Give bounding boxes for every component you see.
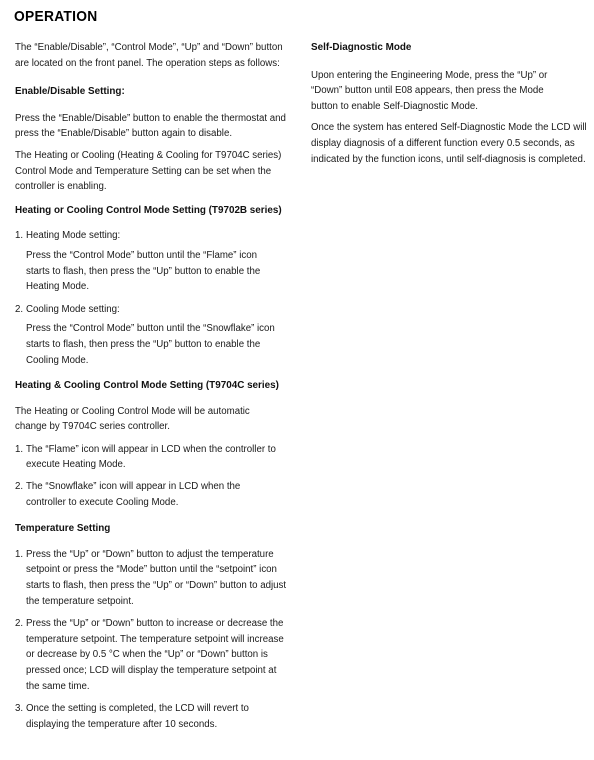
list-item xyxy=(15,479,305,510)
list-number: 1. xyxy=(15,443,24,455)
heating-and-cooling-heading: Heating & Cooling Control Mode Setting (T9704C series) xyxy=(15,380,279,392)
list-detail: Press the “Control Mode” button until the “Flame” icon starts to flash, then press the “Up” button to enable the Heating Mode. xyxy=(26,249,261,293)
list-text: The “Flame” icon will appear in LCD when the controller to execute Heating Mode. xyxy=(26,443,276,471)
list-number: 1. xyxy=(15,548,24,560)
heating-or-cooling-heading: Heating or Cooling Control Mode Setting (T9702B series) xyxy=(15,204,282,216)
self-diagnostic-paragraph-2: Once the system has entered Self-Diagnostic Mode the LCD will display diagnosis of a different function every 0.5 seconds, as indicated by the function icons, until self-diagnosis is completed. xyxy=(311,122,587,165)
enable-paragraph-1: Press the “Enable/Disable” button to enable the thermostat and press the “Enable/Disable” button again to disable. xyxy=(15,112,286,140)
list-item xyxy=(15,616,305,694)
intro-paragraph: The “Enable/Disable”, “Control Mode”, “Up” and “Down” button are located on the front panel. The operation steps as follows: xyxy=(15,42,283,69)
list-label: Heating Mode setting: xyxy=(26,230,121,242)
list-item xyxy=(15,442,305,473)
list-item xyxy=(15,302,305,318)
list-text: Press the “Up” or “Down” button to adjust the temperature setpoint or press the “Mode” button until the “setpoint” icon starts to flash, then press the “Up” or “Down” button to adjust the temperature setpoint. xyxy=(26,548,287,607)
list-detail: Press the “Control Mode” button until the “Snowflake” icon starts to flash, then press the “Up” button to enable the Cooling Mode. xyxy=(26,323,275,366)
enable-disable-heading: Enable/Disable Setting: xyxy=(15,86,125,98)
self-diagnostic-heading: Self-Diagnostic Mode xyxy=(311,42,412,53)
self-diagnostic-paragraph-1: Upon entering the Engineering Mode, press the “Up” or “Down” button until E08 appears, then press the Mode button to enable Self-Diagnostic Mode. xyxy=(311,69,548,112)
temperature-setting-heading: Temperature Setting xyxy=(15,523,111,535)
list-number: 2. xyxy=(15,303,24,315)
page-title: OPERATION xyxy=(14,8,98,25)
list-text: Once the setting is completed, the LCD will revert to displaying the temperature after 10 seconds. xyxy=(26,703,249,730)
list-item xyxy=(15,701,305,732)
left-column xyxy=(15,40,305,732)
enable-paragraph-2: The Heating or Cooling (Heating & Cooling for T9704C series) Control Mode and Temperature Setting can be set when the controller is enabling. xyxy=(15,149,282,193)
list-number: 1. xyxy=(15,230,24,242)
list-number: 3. xyxy=(15,703,24,715)
list-number: 2. xyxy=(15,481,24,493)
list-text: The “Snowflake” icon will appear in LCD when the controller to execute Cooling Mode. xyxy=(26,481,241,508)
list-item xyxy=(15,547,305,609)
list-label: Cooling Mode setting: xyxy=(26,303,120,315)
list-number: 2. xyxy=(15,618,24,630)
heating-and-cooling-intro: The Heating or Cooling Control Mode will be automatic change by T9704C series controller. xyxy=(15,405,250,433)
list-text: Press the “Up” or “Down” button to increase or decrease the temperature setpoint. The temperature setpoint will increase or decrease by 0.5 °C when the “Up” or “Down” button is pressed once; LCD will display the temperature setpoint at the same time. xyxy=(26,618,284,692)
list-item xyxy=(15,228,305,244)
right-column xyxy=(311,40,589,167)
